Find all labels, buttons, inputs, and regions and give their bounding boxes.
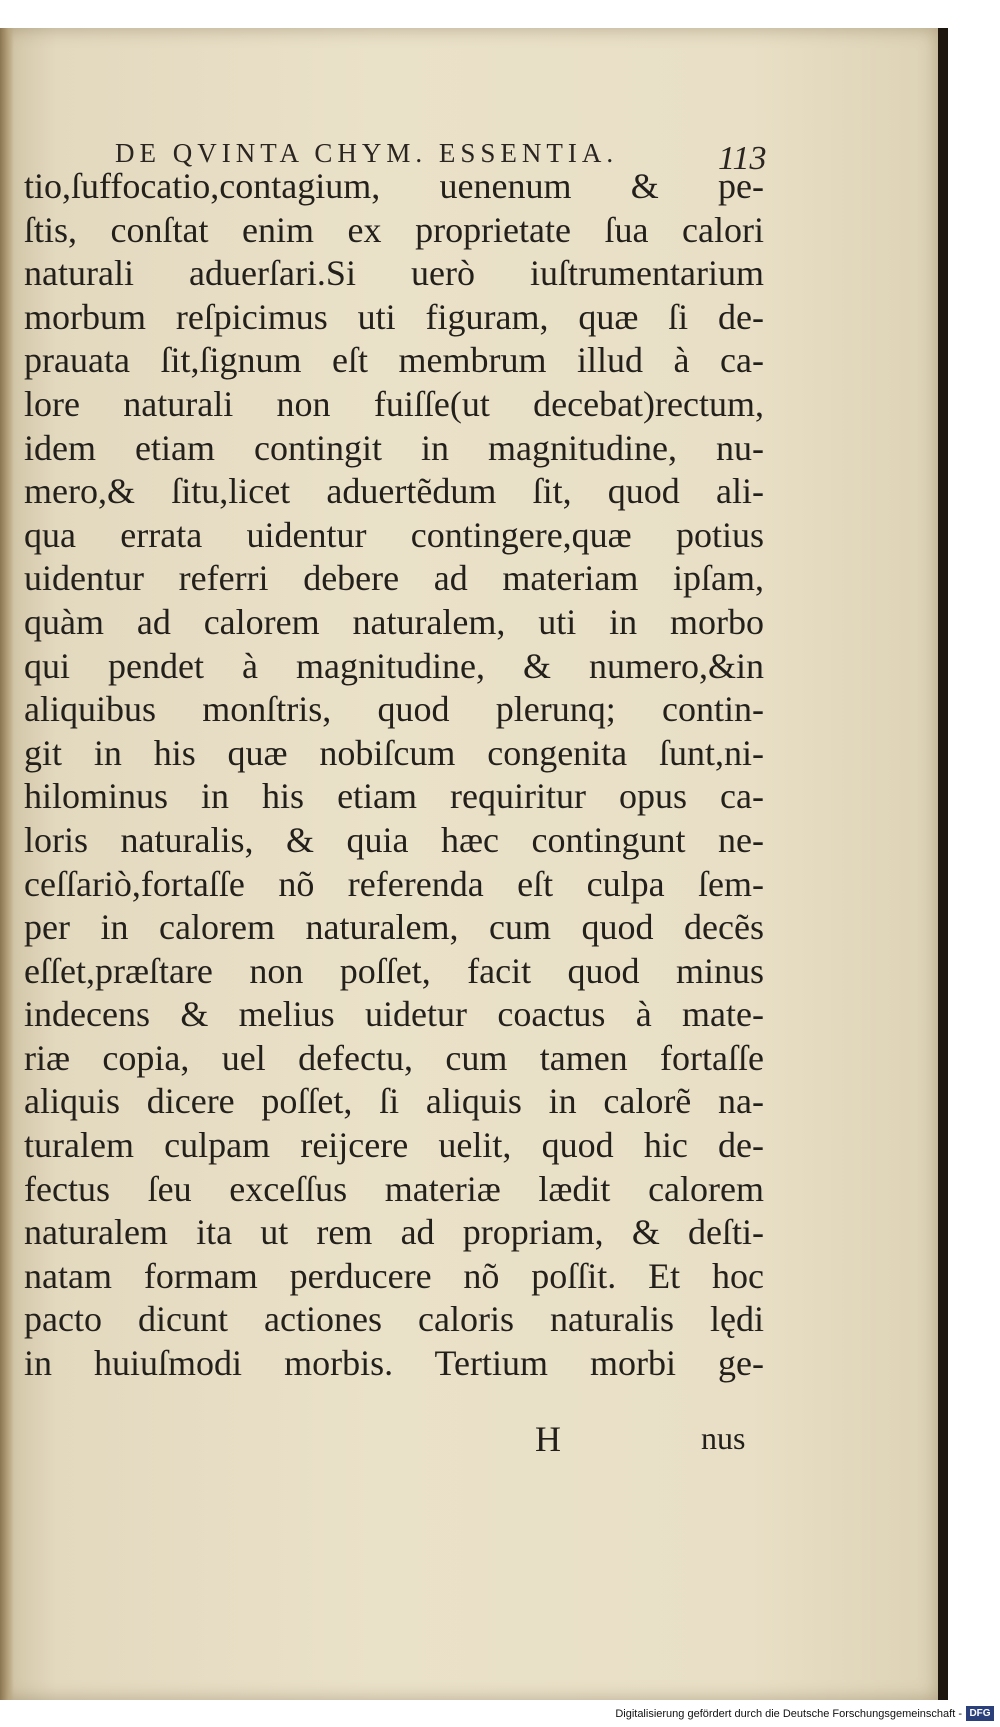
text-line: idem etiam contingit in magnitudine, nu- [24, 427, 764, 468]
text-line: git in his quæ nobiſcum congenita ſunt,ni- [24, 732, 764, 773]
text-line: indecens & melius uidetur coactus à mate- [24, 994, 764, 1035]
text-line: turalem culpam reijcere uelit, quod hic de- [24, 1125, 764, 1166]
text-line: hilominus in his etiam requiritur opus ca- [24, 776, 764, 817]
body-text [24, 165, 764, 1386]
text-line: naturalem ita ut rem ad propriam, & deſti- [24, 1212, 764, 1253]
text-line: pacto dicunt actiones caloris naturalis lędi [24, 1299, 764, 1340]
page-number: 113 [718, 140, 767, 177]
funding-credit: Digitalisierung gefördert durch die Deutsche Forschungsgemeinschaft - [615, 1708, 962, 1720]
text-line: eſſet,præſtare non poſſet, facit quod minus [24, 950, 764, 991]
text-line: tio,ſuffocatio,contagium, uenenum & pe- [24, 166, 764, 206]
text-line: morbum reſpicimus uti figuram, quæ ſi de- [24, 296, 764, 337]
text-line: riæ copia, uel defectu, cum tamen fortaſſe [24, 1037, 764, 1078]
text-line: loris naturalis, & quia hæc contingunt ne- [24, 819, 764, 860]
text-line: qui pendet à magnitudine, & numero,&in [24, 645, 764, 686]
text-line: per in calorem naturalem, cum quod decẽs [24, 907, 764, 948]
text-line: mero,& ſitu,licet aduertẽdum ſit, quod ali- [24, 471, 764, 512]
text-line: qua errata uidentur contingere,quæ potius [24, 514, 764, 555]
text-line: in huiuſmodi morbis. Tertium morbi ge- [24, 1343, 764, 1384]
text-line: quàm ad calorem naturalem, uti in morbo [24, 601, 764, 642]
text-line: lore naturali non fuiſſe(ut decebat)rectum, [24, 383, 764, 424]
text-line: aliquis dicere poſſet, ſi aliquis in calorẽ na- [24, 1081, 764, 1122]
text-line: uidentur referri debere ad materiam ipſam, [24, 558, 764, 599]
text-line: ceſſariò,fortaſſe nõ referenda eſt culpa ſem- [24, 863, 764, 904]
signature-mark: H [535, 1419, 561, 1459]
running-head: DE QVINTA CHYM. ESSENTIA. [115, 138, 619, 168]
text-line: ſtis, conſtat enim ex proprietate ſua calori [24, 209, 764, 250]
text-line: natam formam perducere nõ poſſit. Et hoc [24, 1255, 764, 1296]
text-line: aliquibus monſtris, quod plerunq; contin- [24, 689, 764, 730]
text-line: fectus ſeu exceſſus materiæ lædit calorem [24, 1168, 764, 1209]
dfg-logo: DFG [966, 1706, 994, 1721]
text-line: prauata ſit,ſignum eſt membrum illud à ca- [24, 340, 764, 381]
catchword: nus [701, 1420, 746, 1456]
text-line: naturali aduerſari.Si uerò iuſtrumentarium [24, 253, 764, 294]
page-gutter-edge [0, 28, 14, 1700]
